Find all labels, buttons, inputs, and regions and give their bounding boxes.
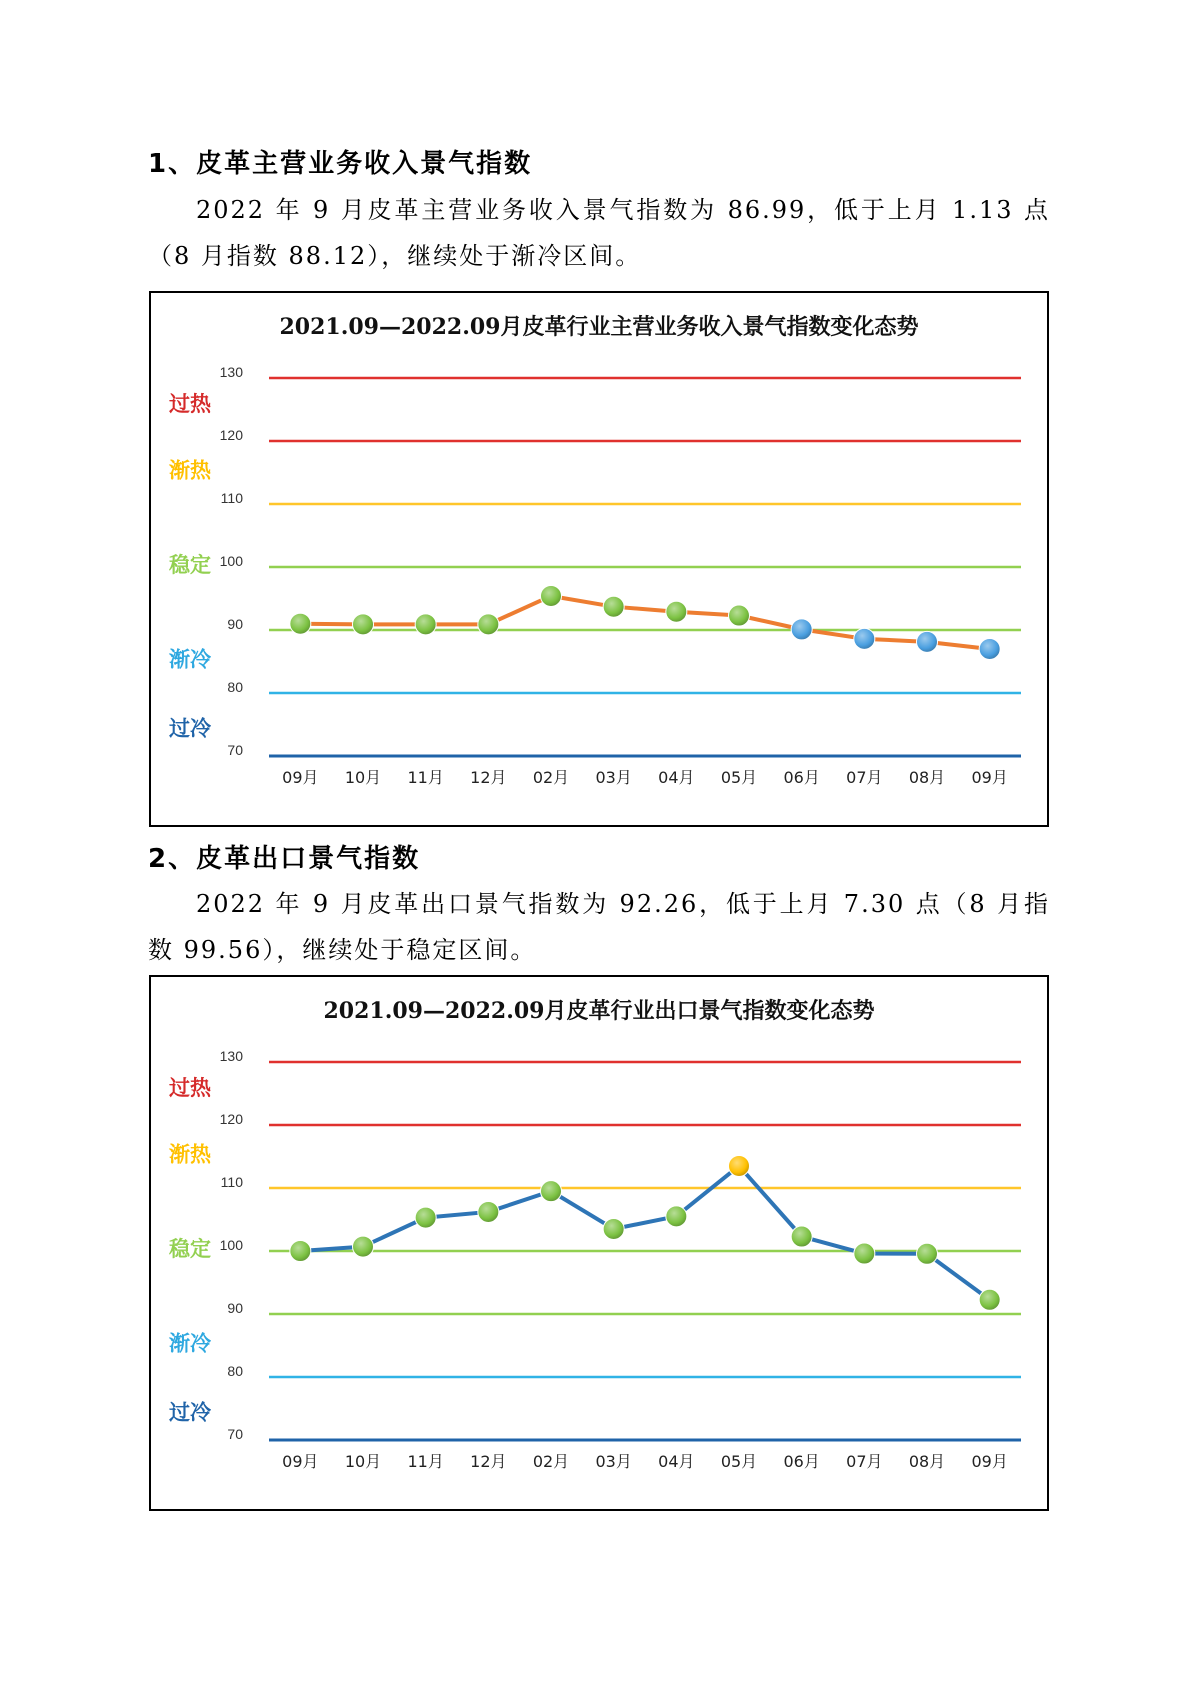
x-tick-label: 03月 xyxy=(595,768,632,787)
y-tick-label: 120 xyxy=(219,1111,243,1127)
zone-label: 渐冷 xyxy=(169,647,211,672)
data-point xyxy=(979,638,1000,659)
x-tick-label: 06月 xyxy=(783,1452,820,1471)
data-point xyxy=(290,1241,311,1262)
data-point xyxy=(729,1155,750,1176)
data-point xyxy=(854,628,875,649)
data-point xyxy=(666,601,687,622)
data-point xyxy=(290,613,311,634)
y-tick-label: 90 xyxy=(227,1300,243,1316)
x-tick-label: 04月 xyxy=(658,768,695,787)
y-tick-label: 110 xyxy=(220,1174,243,1190)
x-tick-label: 04月 xyxy=(658,1452,695,1471)
y-tick-label: 110 xyxy=(220,490,243,506)
x-tick-label: 11月 xyxy=(407,1452,444,1471)
zone-label: 过冷 xyxy=(169,1400,211,1425)
zone-label: 过热 xyxy=(169,1076,211,1101)
y-tick-label: 90 xyxy=(227,616,243,632)
data-point xyxy=(917,1243,938,1264)
zone-label: 过热 xyxy=(169,392,211,417)
data-point xyxy=(603,1218,624,1239)
x-tick-label: 02月 xyxy=(532,1452,570,1471)
x-tick-label: 08月 xyxy=(908,1452,946,1471)
x-tick-label: 09月 xyxy=(282,1452,319,1471)
data-point xyxy=(478,1201,499,1222)
data-point xyxy=(415,1207,436,1228)
export-index-chart xyxy=(149,975,1049,1511)
y-tick-label: 120 xyxy=(219,427,243,443)
data-point xyxy=(415,614,436,635)
data-point xyxy=(854,1243,875,1264)
data-point xyxy=(353,614,374,635)
y-tick-label: 100 xyxy=(219,553,243,569)
x-tick-label: 08月 xyxy=(908,768,946,787)
data-point xyxy=(729,605,750,626)
series-line xyxy=(300,1166,989,1300)
chart-title: 2021.09—2022.09月皮革行业主营业务收入景气指数变化态势 xyxy=(279,314,919,340)
x-tick-label: 02月 xyxy=(532,768,570,787)
x-tick-label: 12月 xyxy=(470,768,507,787)
x-tick-label: 10月 xyxy=(344,768,382,787)
y-tick-label: 130 xyxy=(219,364,243,380)
data-point xyxy=(666,1206,687,1227)
y-tick-label: 80 xyxy=(227,679,243,695)
data-point xyxy=(541,1181,562,1202)
x-tick-label: 09月 xyxy=(282,768,319,787)
revenue-index-chart xyxy=(149,291,1049,827)
data-point xyxy=(791,619,812,640)
x-tick-label: 07月 xyxy=(846,1452,883,1471)
section1-heading: 1、皮革主营业务收入景气指数 xyxy=(148,149,533,179)
data-point xyxy=(353,1236,374,1257)
x-tick-label: 05月 xyxy=(720,1452,758,1471)
zone-label: 过冷 xyxy=(169,716,211,741)
x-tick-label: 11月 xyxy=(407,768,444,787)
x-tick-label: 05月 xyxy=(720,768,758,787)
data-point xyxy=(979,1289,1000,1310)
zone-label: 稳定 xyxy=(169,1236,211,1261)
y-tick-label: 70 xyxy=(227,1426,243,1442)
x-tick-label: 09月 xyxy=(971,768,1008,787)
x-tick-label: 07月 xyxy=(846,768,883,787)
section1-paragraph: 2022 年 9 月皮革主营业务收入景气指数为 86.99，低于上月 1.13 点（8 月指数 88.12），继续处于渐冷区间。 xyxy=(148,196,1050,270)
chart-title: 2021.09—2022.09月皮革行业出口景气指数变化态势 xyxy=(323,998,875,1024)
export-index-chart-svg xyxy=(151,977,1047,1509)
data-point xyxy=(791,1226,812,1247)
x-tick-label: 03月 xyxy=(595,1452,632,1471)
zone-label: 渐冷 xyxy=(169,1331,211,1356)
revenue-index-chart-svg xyxy=(151,293,1047,825)
x-tick-label: 06月 xyxy=(783,768,820,787)
section2-paragraph: 2022 年 9 月皮革出口景气指数为 92.26，低于上月 7.30 点（8 月指数 99.56），继续处于稳定区间。 xyxy=(148,890,1050,964)
data-point xyxy=(478,614,499,635)
y-tick-label: 100 xyxy=(219,1237,243,1253)
data-point xyxy=(603,596,624,617)
x-tick-label: 10月 xyxy=(344,1452,382,1471)
x-tick-label: 12月 xyxy=(470,1452,507,1471)
data-point xyxy=(541,585,562,606)
data-point xyxy=(917,631,938,652)
zone-label: 渐热 xyxy=(169,458,211,483)
zone-label: 稳定 xyxy=(169,552,211,577)
x-tick-label: 09月 xyxy=(971,1452,1008,1471)
section2-heading: 2、皮革出口景气指数 xyxy=(148,844,421,874)
y-tick-label: 70 xyxy=(227,742,243,758)
series-line xyxy=(300,596,989,649)
zone-label: 渐热 xyxy=(169,1142,211,1167)
y-tick-label: 130 xyxy=(219,1048,243,1064)
y-tick-label: 80 xyxy=(227,1363,243,1379)
